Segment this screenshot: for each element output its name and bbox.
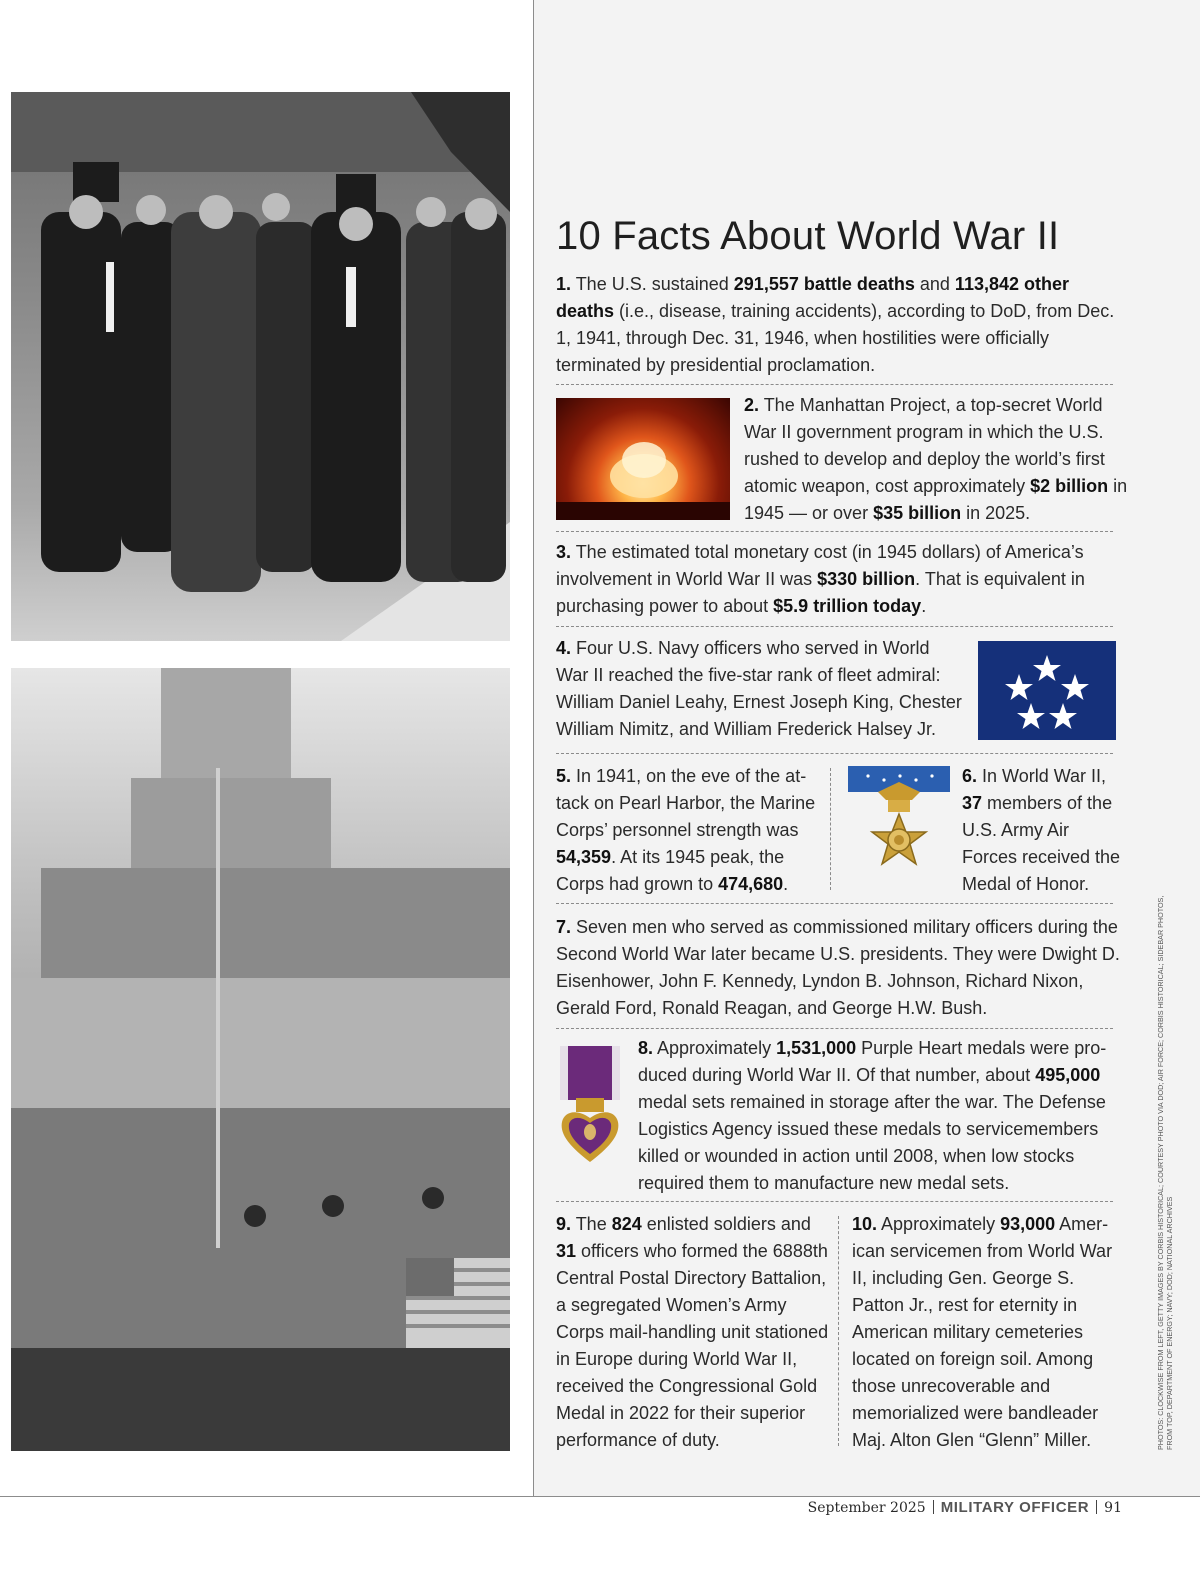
fact-highlight: 1,531,000 <box>776 1038 857 1058</box>
fact-text: In 1941, on the eve of the attack on Pearl Harbor, the Marine Corps’ personnel strength was <box>556 766 816 840</box>
divider <box>556 753 1113 754</box>
fact-9 <box>556 1211 832 1454</box>
fact-number: 9. <box>556 1214 572 1234</box>
fact-highlight: $5.9 trillion today <box>773 596 922 616</box>
fact-highlight: 113,842 other deaths <box>556 274 1069 321</box>
fact-highlight: 495,000 <box>1035 1065 1101 1085</box>
footer-separator <box>1096 1500 1097 1514</box>
article-title: 10 Facts About World War II <box>556 214 1060 258</box>
fact-highlight: 54,359 <box>556 847 612 867</box>
fact-highlight: $35 billion <box>873 503 962 523</box>
divider <box>556 626 1113 627</box>
fact-highlight: $2 billion <box>1030 476 1109 496</box>
fact-number: 5. <box>556 766 572 786</box>
fact-highlight: $330 billion <box>817 569 916 589</box>
fact-text: and <box>914 274 955 294</box>
fact-text: members of the U.S. Army Air Forces received the Medal of Honor. <box>962 793 1121 894</box>
fact-highlight: 291,557 battle deaths <box>733 274 915 294</box>
fact-10 <box>852 1211 1122 1454</box>
fact-text: (i.e., disease, training accidents), according to DoD, from Dec. 1, 1941, through Dec. 31, 1946, when hostilities were officially terminated by presidential proclamation. <box>556 301 1115 375</box>
fact-highlight: 37 <box>962 793 983 813</box>
five-star-flag-icon <box>978 641 1116 740</box>
fact-text: American servicemen from World War II, including Gen. George S. Patton Jr., rest for eternity in American military cemeteries located on foreign soil. Among those unrecoverable and memorialized were bandleader Maj. Alton Glen “Glenn” Miller. <box>852 1214 1113 1450</box>
fact-text: . At its 1945 peak, the Corps had grown to <box>556 847 785 894</box>
battleship-deck-photo <box>11 668 510 1451</box>
fact-text: medal sets remained in storage after the war. The Defense Logistics Agency issued these medals to servicemembers killed or wounded in action until 2008, when low stocks required them to manufacture new medal sets. <box>638 1092 1106 1193</box>
fact-1 <box>556 271 1116 379</box>
photo-credit: PHOTOS: CLOCKWISE FROM LEFT, GETTY IMAGES BY CORBIS HISTORICAL; COURTESY PHOTO VIA DOD; AIR FORCE; CORBIS HISTORICAL; SIDEBAR PHOTOS, FROM TOP, DEPARTMENT OF ENERGY; NAVY; DOD; NATIONAL ARCHIVES <box>1156 895 1174 1450</box>
divider <box>556 531 1113 532</box>
fact-highlight: 31 <box>556 1241 577 1261</box>
column-divider <box>830 768 831 890</box>
surrender-delegation-photo <box>11 92 510 641</box>
fact-number: 2. <box>744 395 760 415</box>
footer-separator <box>933 1500 934 1514</box>
purple-heart-medal-icon <box>556 1046 624 1164</box>
fact-number: 8. <box>638 1038 654 1058</box>
footer-magazine: MILITARY OFFICER <box>940 1499 1090 1516</box>
divider <box>556 1201 1113 1202</box>
fact-text: . <box>921 596 927 616</box>
fact-text: The <box>571 1214 612 1234</box>
page-number: 91 <box>1104 1500 1122 1516</box>
divider <box>556 384 1113 385</box>
fact-text: Purple Heart medals were produced during World War II. Of that number, about <box>638 1038 1107 1085</box>
fact-number: 10. <box>852 1214 878 1234</box>
fact-text: In World War II, <box>977 766 1107 786</box>
fact-highlight: 474,680 <box>718 874 784 894</box>
medal-of-honor-icon <box>848 766 950 892</box>
fact-6 <box>962 763 1127 898</box>
fact-text: in 1945 — or over <box>744 476 1128 523</box>
fact-number: 4. <box>556 638 572 658</box>
fact-highlight: 824 <box>611 1214 642 1234</box>
fact-5 <box>556 763 821 898</box>
fact-text: Approximately <box>877 1214 1001 1234</box>
fact-text: enlisted soldiers and <box>641 1214 811 1234</box>
divider <box>556 1028 1113 1029</box>
fact-text: The estimated total monetary cost (in 1945 dollars) of America’s involvement in World War II was <box>556 542 1084 589</box>
divider <box>556 903 1113 904</box>
fact-text: The Manhattan Project, a top-secret World War II government program in which the U.S. rushed to develop and deploy the world’s first atomic weapon, cost approximately <box>744 395 1105 496</box>
fact-number: 3. <box>556 542 572 562</box>
fact-text: Seven men who served as commissioned military officers during the Second World War later became U.S. presidents. They were Dwight D. Eisenhower, John F. Kennedy, Lyndon B. Johnson, Richard Nixon, Gerald Ford, Ronald Reagan, and George H.W. Bush. <box>556 917 1120 1018</box>
fact-number: 6. <box>962 766 978 786</box>
fact-text: Four U.S. Navy officers who served in World War II reached the five-star rank of fleet admiral: William Daniel Leahy, Ernest Joseph King, Chester William Nimitz, and William Frederick Halsey Jr. <box>556 638 962 739</box>
fact-text: Approximately <box>653 1038 777 1058</box>
fact-text: The U.S. sustained <box>571 274 734 294</box>
fact-text: . <box>783 874 789 894</box>
fact-3 <box>556 539 1106 620</box>
fact-text: in 2025. <box>961 503 1031 523</box>
fact-7 <box>556 914 1131 1022</box>
footer-issue: September 2025 <box>807 1500 926 1516</box>
atomic-blast-photo <box>556 398 730 520</box>
fact-text: officers who formed the 6888th Central Postal Directory Battalion, a segregated Women’s Army Corps mail-handling unit stationed in Europe during World War II, received the Congressional Gold Medal in 2022 for their superior performance of duty. <box>556 1241 829 1450</box>
fact-text: . That is equivalent in purchasing power to about <box>556 569 1085 616</box>
fact-number: 1. <box>556 274 572 294</box>
fact-2 <box>744 392 1129 527</box>
column-divider <box>838 1216 839 1446</box>
fact-number: 7. <box>556 917 572 937</box>
fact-highlight: 93,000 <box>1000 1214 1056 1234</box>
fact-4 <box>556 635 966 743</box>
fact-8 <box>638 1035 1118 1197</box>
page-footer <box>808 1497 1122 1519</box>
